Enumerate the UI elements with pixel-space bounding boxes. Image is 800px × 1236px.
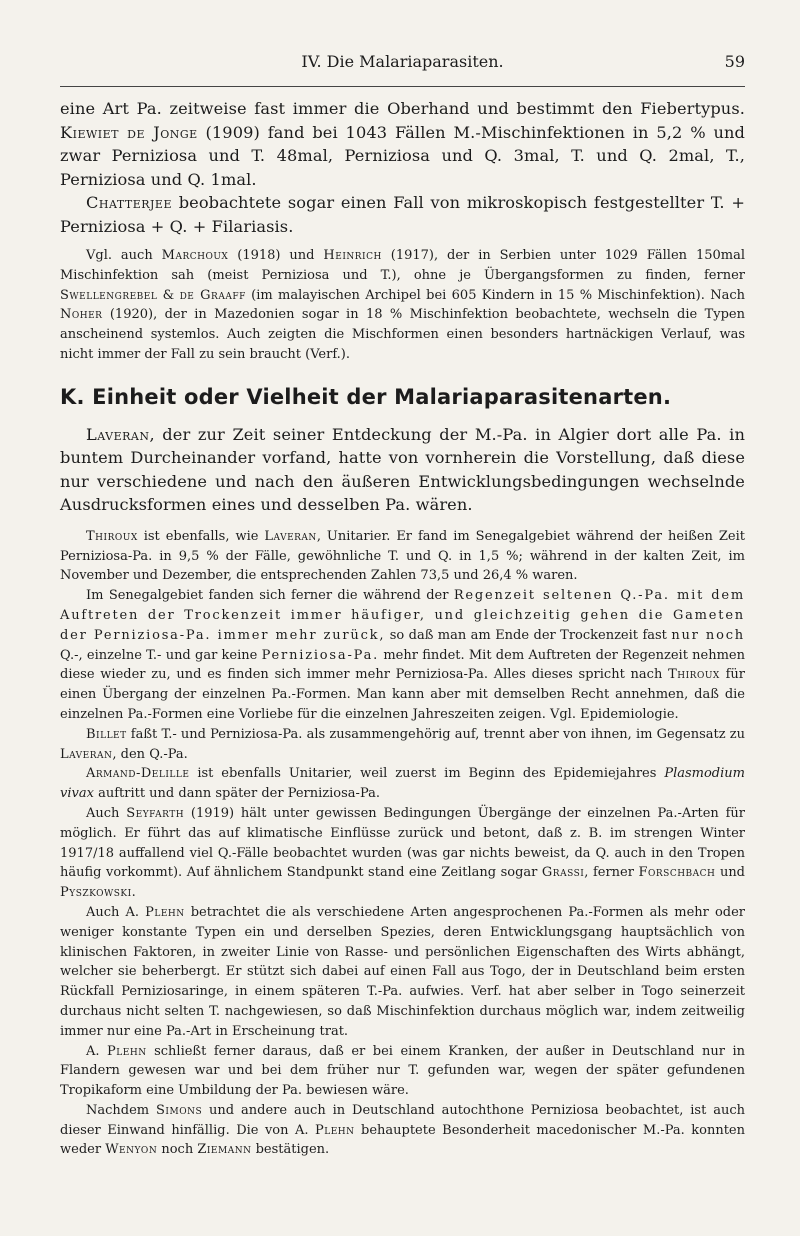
author-name: Armand-Delille <box>86 766 190 782</box>
text-run: schließt ferner daraus, daß er bei einem Kranken, der außer in Deutschland nur in Flandern gewesen war und bei dem früher nur T. gefunden war, wegen der später gefundenen Tropikaform eine Umbildung der Pa. bewiesen wäre. <box>60 1043 746 1099</box>
author-name: Swellengrebel <box>60 287 158 303</box>
author-name: de Graaff <box>179 287 246 303</box>
text-run: noch <box>157 1142 198 1158</box>
paragraph-mischinfektion <box>60 97 745 191</box>
text-run: , ferner <box>584 865 639 881</box>
paragraph-billet <box>60 725 745 765</box>
author-name: Thiroux <box>86 528 138 544</box>
text-run: für einen Übergang der einzelnen Pa.-Formen. Man kann aber mit demselben Recht annehmen, daß die einzelnen Pa.-Formen eine Vorliebe für die einzelnen Jahreszeiten zeigen. Vgl. Epidemiologie. <box>60 667 746 722</box>
author-name: Noher <box>60 307 103 323</box>
paragraph-thiroux <box>60 527 745 586</box>
text-run: Im Senegalgebiet fanden sich ferner die während der <box>86 588 454 604</box>
author-name: Wenyon <box>105 1142 158 1158</box>
text-run: behauptete Besonderheit macedonischer M.-Pa. konnten weder <box>60 1122 745 1158</box>
text-run: & <box>157 287 180 303</box>
paragraph-seyfarth <box>60 804 745 903</box>
text-run: Q.-, einzelne T.- und gar keine <box>60 647 262 663</box>
author-name: Marchoux <box>161 248 229 263</box>
author-name: Laveran <box>86 424 150 444</box>
text-run: (1909) fand bei 1043 Fällen M.-Mischinfektionen in 5,2 % und zwar Perniziosa und T. 48mal, Perniziosa und Q. 3mal, T. und Q. 2mal, T., Perniziosa und Q. 1mal. <box>60 122 745 189</box>
author-name: Laveran <box>264 528 317 544</box>
text-run: Perniziosa-Pa. <box>261 647 380 663</box>
author-name: Chatterjee <box>86 193 172 212</box>
text-run: betrachtet die als verschiedene Arten angesprochenen Pa.-Formen als mehr oder weniger konstante Typen ein und derselben Spezies, deren Entwicklungsgang hauptsächlich von klinischen Faktoren, in zweiter Linie von Rasse- und persönlichen Eigenschaften des Wirts abhängt, welcher sie beherbergt. Er stützt sich dabei auf einen Fall aus Togo, der in Deutschland beim ersten Rückfall Perniziosaringe, in einem späteren T.-Pa. aufwies. Verf. hat aber selber in Togo seinerzeit durchaus nicht selten T. nachgewiesen, so daß Mischinfektion durchaus möglich war, indem zeitweilig immer nur eine Pa.-Art in Erscheinung trat. <box>60 904 746 1039</box>
paragraph-senegalgebiet <box>60 586 745 725</box>
text-run: mehr findet. Mit dem Auftreten der Regenzeit nehmen diese wieder zu, und es finden sich immer mehr Perniziosa-Pa. Alles dieses spricht nach <box>60 647 745 683</box>
text-run: . <box>131 885 136 901</box>
text-run: (1917), der in Serbien unter 1029 Fällen 150mal Mischinfektion sah (meist Perniziosa und T.), ohne je Übergangsformen zu finden, ferner <box>60 248 745 283</box>
text-run: Nachdem <box>86 1102 157 1118</box>
paragraph-armand-delille <box>60 764 745 804</box>
paragraph-chatterjee <box>60 191 745 238</box>
paragraph-plehn-flandern <box>60 1042 745 1101</box>
text-run: (1919) hält unter gewissen Bedingungen Übergänge der einzelnen Pa.-Arten für möglich. Er führt das auf klimatische Einflüsse zurück und betont, daß z. B. im strengen Winter 1917/18 auffallend viel Q.-Fälle beobachtet wurden (was gar nichts beweist, da Q. auch in den Tropen häufig vorkommt). Auf ähnlichem Standpunkt stand eine Zeitlang sogar <box>60 805 746 881</box>
running-title: IV. Die Malariaparasiten. <box>301 52 504 71</box>
author-name: Ziemann <box>197 1142 252 1158</box>
book-page <box>60 0 745 1160</box>
text-run: nur noch <box>671 627 745 643</box>
author-name: Laveran <box>60 746 113 762</box>
text-run: faßt T.- und Perniziosa-Pa. als zusammengehörig auf, trennt aber von ihnen, im Gegensatz zu <box>126 726 745 742</box>
author-name: Grassi <box>541 865 585 881</box>
text-run: (1920), der in Mazedonien sogar in 18 % Mischinfektion beobachtete, wechseln die Typen anscheinend systemlos. Auch zeigten die Mischformen einen besonders hartnäckigen Verlauf, was nicht immer der Fall zu sein braucht (Verf.). <box>60 307 745 362</box>
text-run: Regenzeit seltenen Q.-Pa. mit dem Auftreten der Trockenzeit immer häufiger, und gleichzeitig gehen die Gameten der Perniziosa-Pa. immer mehr zurück, <box>60 588 746 643</box>
species-name: Plasmodium vivax <box>60 766 745 802</box>
paragraph-simons <box>60 1101 745 1160</box>
author-name: Simons <box>156 1102 203 1118</box>
paragraph-plehn <box>60 903 745 1042</box>
text-run: beobachtete sogar einen Fall von mikroskopisch festgestellter T. + Perniziosa + Q. + Filariasis. <box>60 193 745 236</box>
text-run: (im malayischen Archipel bei 605 Kindern in 15 % Mischinfektion). Nach <box>245 287 745 303</box>
text-run: , der zur Zeit seiner Entdeckung der M.-Pa. in Algier dort alle Pa. in buntem Durcheinander vorfand, hatte von vornherein die Vorstellung, daß diese nur verschiedene und nach den äußeren Entwicklungsbedingungen wechselnde Ausdrucksformen eines und desselben Pa. wären. <box>60 424 745 515</box>
author-name: Plehn <box>314 1122 355 1138</box>
text-run: so daß man am Ende der Trockenzeit fast <box>385 627 672 643</box>
text-run: eine Art Pa. zeitweise fast immer die Oberhand und bestimmt den Fiebertypus. <box>60 99 745 118</box>
text-run: A. <box>86 1043 108 1059</box>
text-run: auftritt und dann später der Perniziosa-Pa. <box>93 786 380 802</box>
page-number: 59 <box>724 52 745 71</box>
author-name: Heinrich <box>323 248 382 263</box>
text-run: bestätigen. <box>251 1142 330 1158</box>
text-run: ist ebenfalls Unitarier, weil zuerst im Beginn des Epidemiejahres <box>189 766 665 782</box>
text-run: , Unitarier. Er fand im Senegalgebiet während der heißen Zeit Perniziosa-Pa. in 9,5 % der Fälle, gewöhnliche T. und Q. in 1,5 %; während in der kalten Zeit, im November und Dezember, die entsprechenden Zahlen 73,5 und 26,4 % waren. <box>60 528 746 584</box>
author-name: Pyszkowski <box>60 885 132 901</box>
text-run: , den Q.-Pa. <box>112 746 188 762</box>
text-run: und andere auch in Deutschland autochthone Perniziosa beobachtet, ist auch dieser Einwand hinfällig. Die von A. <box>60 1102 745 1138</box>
author-name: Billet <box>86 726 127 742</box>
running-header <box>60 46 745 87</box>
text-run: (1918) und <box>228 248 324 263</box>
author-name: Kiewiet de Jonge <box>60 122 198 142</box>
text-run: Auch <box>86 805 127 821</box>
text-run: Auch A. <box>86 904 146 920</box>
author-name: Seyfarth <box>126 805 185 821</box>
author-name: Forschbach <box>638 865 716 881</box>
section-heading: K. Einheit oder Vielheit der Malariaparasitenarten. <box>60 384 672 409</box>
text-run: und <box>715 865 746 881</box>
paragraph-vgl-marchoux <box>60 246 745 365</box>
text-run: Vgl. auch <box>86 248 162 263</box>
author-name: Plehn <box>145 904 185 920</box>
author-name: Thiroux <box>668 667 720 683</box>
text-run: ist ebenfalls, wie <box>137 528 265 544</box>
paragraph-laveran <box>60 423 745 517</box>
author-name: Plehn <box>107 1043 147 1059</box>
